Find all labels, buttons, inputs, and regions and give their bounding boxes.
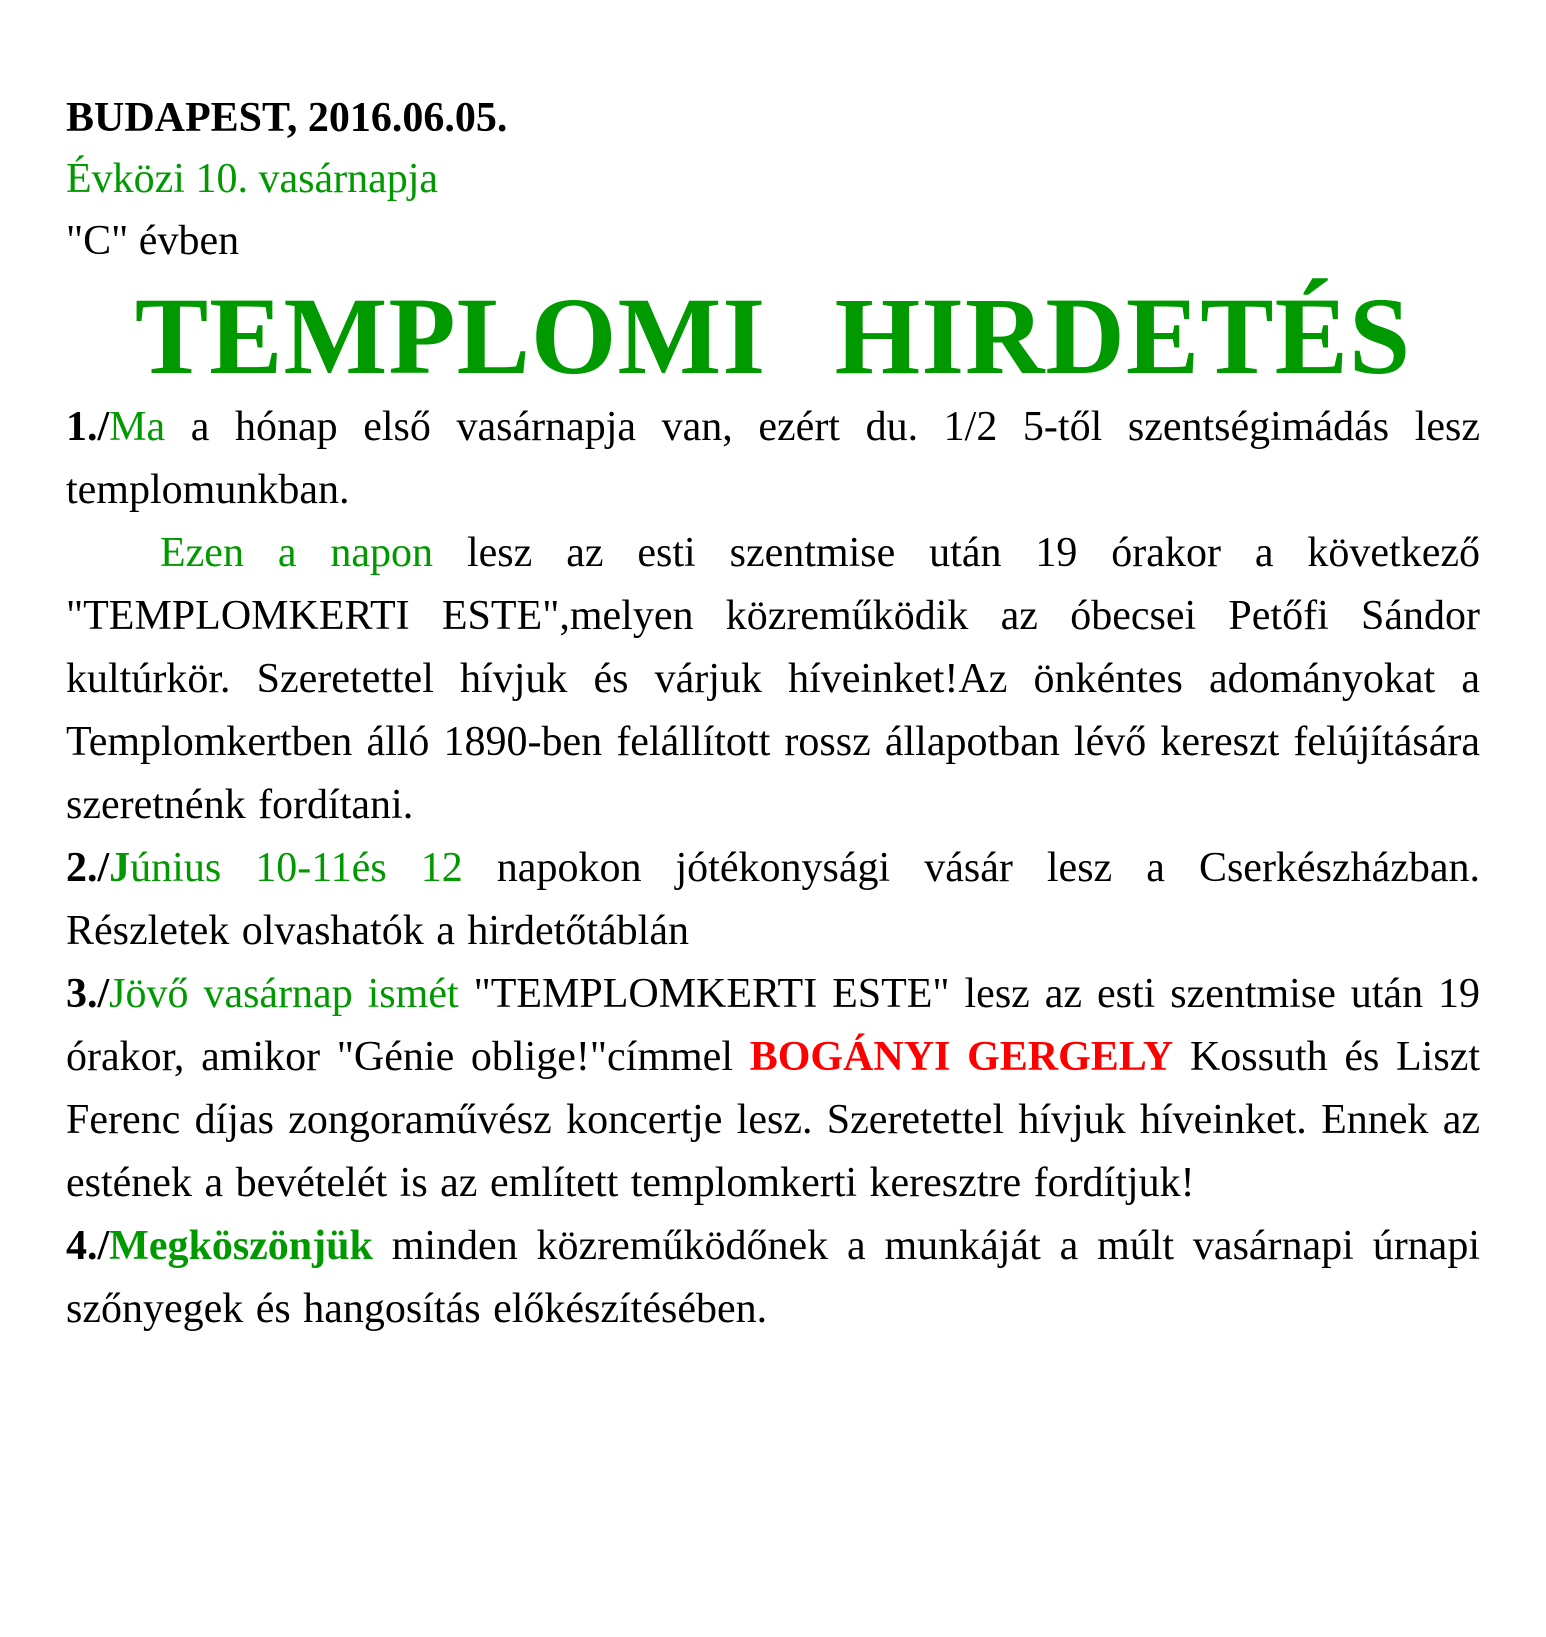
announcement-item-1: [66, 396, 1480, 522]
item-number: 3./: [66, 971, 110, 1017]
announcement-item-2: [66, 837, 1480, 963]
item-highlight: Jövő vasárnap ismét: [109, 971, 459, 1017]
liturgical-sunday: Évközi 10. vasárnapja: [66, 156, 439, 202]
performer-name: BOGÁNYI GERGELY: [749, 1034, 1174, 1080]
announcement-page: [66, 88, 1480, 1341]
item-text: lesz az esti szentmise után 19 órakor a következő "TEMPLOMKERTI ESTE",melyen közreműködik az óbecsei Petőfi Sándor kultúrkör. Szeretettel hívjuk és várjuk híveinket!Az önkéntes adományokat a Templomkertben álló 1890-ben felállított rossz állapotban lévő kereszt felújítására szeretnénk fordítani.: [66, 530, 1480, 828]
announcement-item-3: [66, 963, 1480, 1215]
item-text: "TEMPLOMKERTI ESTE" lesz az esti szentmise után 19 órakor, amikor "Génie oblige!"címmel: [66, 971, 1481, 1080]
item-text: napokon jótékonysági vásár lesz a Cserkészházban. Részletek olvashatók a hirdetőtáblán: [66, 845, 1480, 954]
item-highlight: Megköszönjük: [109, 1223, 373, 1269]
announcement-item-4: [66, 1215, 1480, 1341]
item-number: 4./: [66, 1223, 110, 1269]
date-line: BUDAPEST, 2016.06.05.: [66, 95, 508, 141]
liturgical-year: "C" évben: [66, 218, 240, 264]
item-highlight-initial: J: [109, 845, 131, 891]
item-text: a hónap első vasárnapja van, ezért du. 1/2 5-től szentségimádás lesz templomunkban.: [66, 404, 1480, 513]
announcement-item-1-sub: [66, 522, 1480, 837]
item-number: 2./: [66, 845, 110, 891]
item-highlight: Ma: [109, 404, 166, 450]
item-highlight: Ezen a napon: [160, 530, 434, 576]
item-highlight: únius 10-11és 12: [130, 845, 463, 891]
item-number: 1./: [66, 404, 110, 450]
item-text: minden közreműködőnek a munkáját a múlt vasárnapi úrnapi szőnyegek és hangosítás előkészítésében.: [66, 1223, 1480, 1332]
page-title: TEMPLOMI HIRDETÉS: [134, 275, 1412, 397]
item-text-continued: Kossuth és Liszt Ferenc díjas zongoraművész koncertje lesz. Szeretettel hívjuk híveinket. Ennek az estének a bevételét is az említett templomkerti keresztre fordítjuk!: [66, 1034, 1481, 1206]
